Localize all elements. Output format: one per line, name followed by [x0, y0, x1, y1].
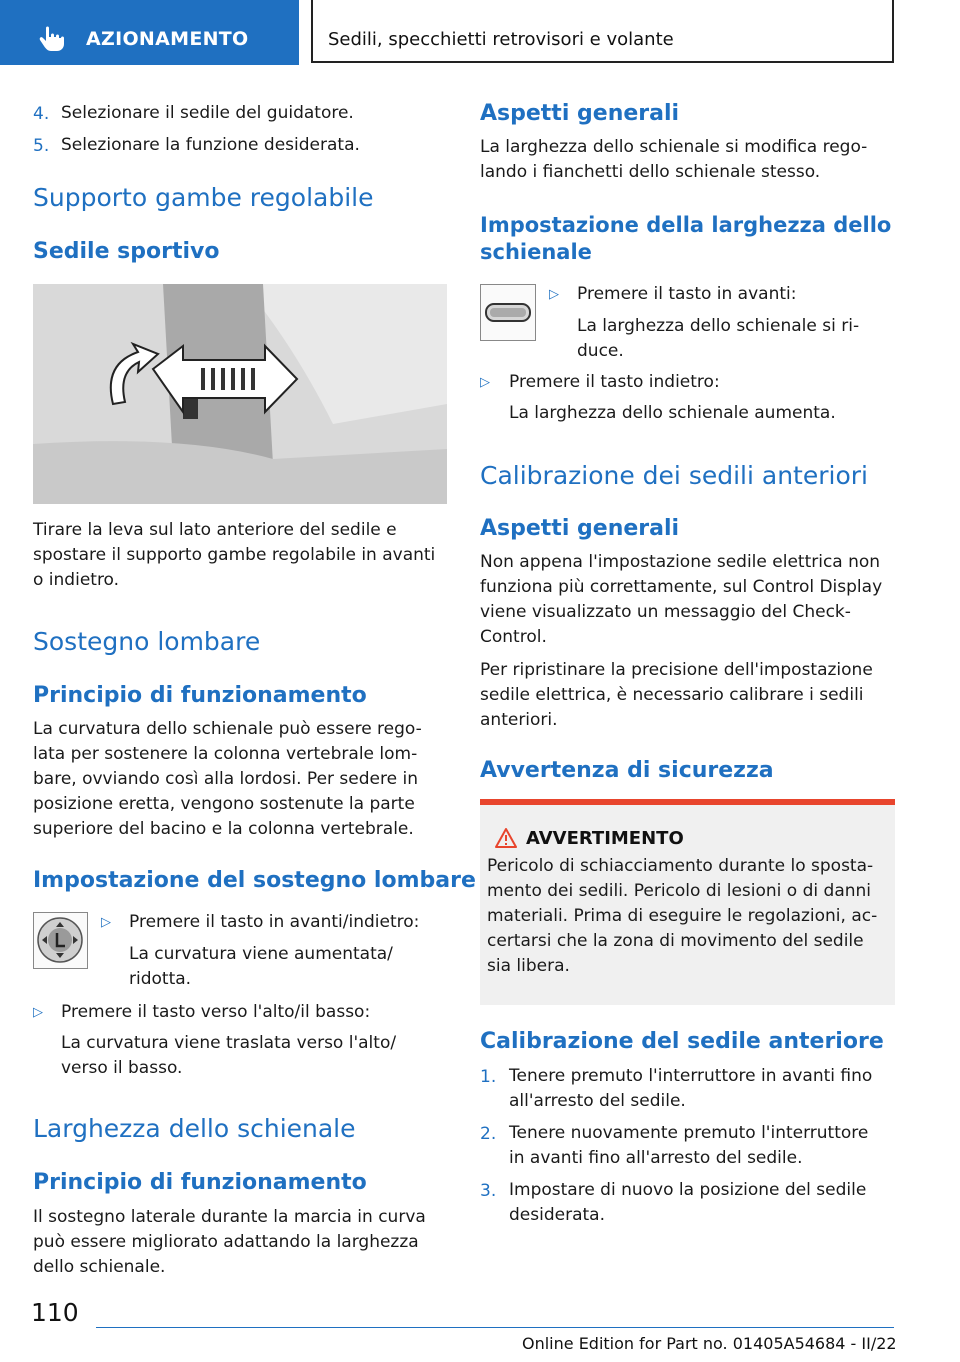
heading-aspetti-1: Aspetti generali	[480, 101, 680, 126]
step-text: Selezionare la funzione desiderata.	[61, 135, 360, 155]
heading-calibrazione: Calibrazione dei sedili anteriori	[480, 461, 868, 490]
lombare-bullet-2: Premere il tasto verso l'alto/il basso:	[61, 1002, 371, 1022]
warning-text: Pericolo di schiacciamento durante lo sposta- mento dei sedili. Pericolo di lesioni o di danni materiali. Prima di eseguire le regolazioni, ac- certarsi che la zona di movimento del sedile sia libera.	[487, 856, 878, 976]
heading-sostegno-lombare: Sostegno lombare	[33, 627, 261, 656]
section-title: AZIONAMENTO	[86, 28, 249, 50]
heading-sedile-sportivo: Sedile sportivo	[33, 239, 220, 264]
step-text: Selezionare il sedile del guidatore.	[61, 103, 354, 123]
lombare-bullet-1: Premere il tasto in avanti/indietro:	[129, 912, 420, 932]
footer-divider	[96, 1327, 894, 1328]
heading-avvertenza: Avvertenza di sicurezza	[480, 758, 774, 783]
hand-pointer-icon	[38, 24, 66, 52]
calib-step-3: Impostare di nuovo la posizione del sedile desiderata.	[509, 1180, 867, 1225]
lumbar-control-icon	[34, 913, 87, 968]
step-number: 4.	[33, 104, 50, 124]
heading-calibrazione-sedile: Calibrazione del sedile anteriore	[480, 1029, 884, 1054]
page-number: 110	[31, 1298, 79, 1327]
width-control-icon	[481, 285, 535, 340]
lombare-bullet-2-sub: La curvatura viene traslata verso l'alto/ verso il basso.	[61, 1033, 397, 1078]
heading-principio-1: Principio di funzionamento	[33, 683, 367, 708]
warning-bar	[480, 799, 895, 805]
chapter-title: Sedili, specchietti retrovisori e volante	[328, 29, 674, 50]
heading-aspetti-2: Aspetti generali	[480, 516, 680, 541]
lumbar-button-image	[33, 912, 88, 969]
edition-footer: Online Edition for Part no. 01405A54684 - II/22	[522, 1334, 897, 1353]
seat-leg-support-photo	[33, 284, 447, 504]
heading-impostazione-larghezza: Impostazione della larghezza dello schienale	[480, 213, 892, 264]
photo-caption: Tirare la leva sul lato anteriore del sedile e spostare il supporto gambe regolabile in avanti o indietro.	[33, 520, 436, 590]
lombare-bullet-1-sub: La curvatura viene aumentata/ ridotta.	[129, 944, 393, 989]
warning-title: AVVERTIMENTO	[526, 828, 684, 849]
larghezza-bullet-2-sub: La larghezza dello schienale aumenta.	[509, 403, 836, 423]
principio-2-text: Il sostegno laterale durante la marcia in curva può essere migliorato adattando la larghezza dello schienale.	[33, 1207, 426, 1277]
heading-supporto-gambe: Supporto gambe regolabile	[33, 183, 374, 212]
principio-1-text: La curvatura dello schienale può essere rego- lata per sostenere la colonna vertebrale lom- bare, ovviando così alla lordosi. Per sedere in posizione eretta, vengono sostenute la parte superiore del bacino e la colonna vertebrale.	[33, 719, 422, 839]
larghezza-bullet-2: Premere il tasto indietro:	[509, 372, 720, 392]
step-number: 3.	[480, 1181, 497, 1201]
seat-illustration	[33, 284, 447, 504]
larghezza-bullet-1: Premere il tasto in avanti:	[577, 284, 797, 304]
heading-larghezza: Larghezza dello schienale	[33, 1114, 356, 1143]
aspetti-2-para-2: Per ripristinare la precisione dell'impostazione sedile elettrica, è necessario calibrare i sedili anteriori.	[480, 660, 873, 730]
bullet-triangle-icon: ▷	[549, 287, 559, 302]
warning-triangle-icon	[494, 827, 518, 849]
bullet-triangle-icon: ▷	[480, 375, 490, 390]
bullet-triangle-icon: ▷	[101, 915, 111, 930]
calib-step-2: Tenere nuovamente premuto l'interruttore in avanti fino all'arresto del sedile.	[509, 1123, 869, 1168]
aspetti-2-para-1: Non appena l'impostazione sedile elettrica non funziona più correttamente, sul Control Display viene visualizzato un messaggio del Check- Control.	[480, 552, 883, 647]
step-number: 5.	[33, 136, 50, 156]
bullet-triangle-icon: ▷	[33, 1005, 43, 1020]
aspetti-1-text: La larghezza dello schienale si modifica rego- lando i fianchetti dello schienale stesso.	[480, 137, 868, 182]
section-tab	[0, 0, 299, 65]
step-number: 1.	[480, 1067, 497, 1087]
chapter-header	[311, 0, 894, 63]
larghezza-bullet-1-sub: La larghezza dello schienale si ri- duce.	[577, 316, 860, 361]
heading-principio-2: Principio di funzionamento	[33, 1170, 367, 1195]
heading-impostazione-lombare: Impostazione del sostegno lombare	[33, 868, 476, 893]
width-button-image	[480, 284, 536, 341]
calib-step-1: Tenere premuto l'interruttore in avanti fino all'arresto del sedile.	[509, 1066, 873, 1111]
warning-box	[480, 799, 895, 1005]
step-number: 2.	[480, 1124, 497, 1144]
